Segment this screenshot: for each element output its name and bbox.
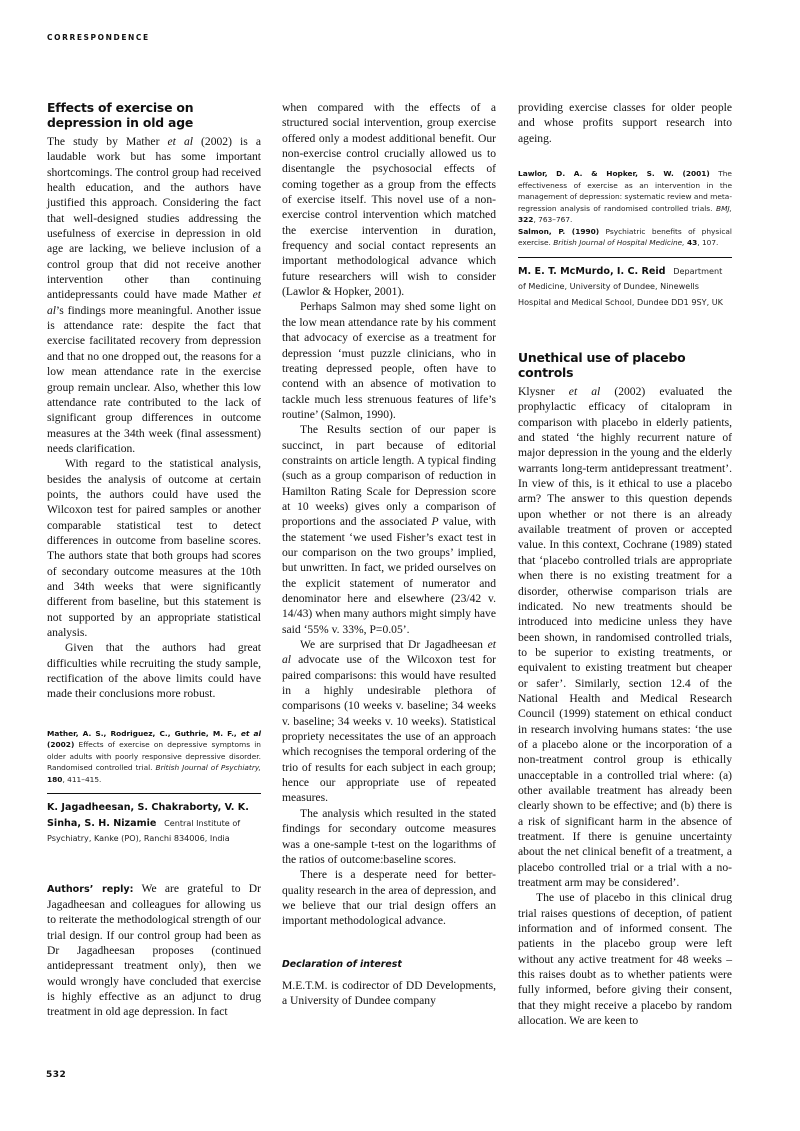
- reference-lawlor: Lawlor, D. A. & Hopker, S. W. (2001) The effectiveness of exercise as an intervention in the management of depression: systematic review and meta-regression analysis of randomised controlled trials. BMJ, 322, 763–767.: [518, 169, 732, 225]
- reply-paragraph-6: There is a desperate need for better-quality research in the area of depression, and we believe that our trial design offers an important methodological advance.: [282, 868, 496, 928]
- reference-salmon: Salmon, P. (1990) Psychiatric benefits of physical exercise. British Journal of Hospital Medicine, 43, 107.: [518, 226, 732, 248]
- reply-lead: Authors’ reply:: [47, 883, 134, 895]
- author-names: K. Jagadheesan, S. Chakraborty, V. K. Sinha, S. H. Nizamie: [47, 802, 249, 829]
- declaration-text-b: providing exercise classes for older people and whose profits support research into ageing.: [518, 101, 732, 145]
- reply-paragraph-1a: Authors’ reply: We are grateful to Dr Jagadheesan and colleagues for allowing us to reiterate the methodological strength of our trial design. If our control group had been as Dr Jagadheesan proposes (continued antidepressant treatment only), then we would wrongly have concluded that exercise is highly effective as an adjunct to drug treatment in old age depression. In fact: [47, 881, 261, 1019]
- page-number: 532: [46, 1070, 67, 1080]
- author-names: M. E. T. McMurdo, I. C. Reid: [518, 265, 666, 277]
- declaration-text-a: M.E.T.M. is codirector of DD Developments, a University of Dundee company: [282, 978, 496, 1008]
- letter1-references: [47, 728, 261, 786]
- letter-title-exercise: Effects of exercise on depression in old age: [47, 100, 194, 130]
- reply-paragraph-4: We are surprised that Dr Jagadheesan et al advocate use of the Wilcoxon test for paired comparisons: this would have resulted in a highly undesirable plethora of comparisons (10 weeks v. baseline; 34 weeks v. baseline; 34 weeks v. 10 weeks). Statistical propriety necessitates the use of an approach which recognises the temporal ordering of the trio of results for each subject in each group; hence our appropriate use of repeated measures.: [282, 638, 496, 805]
- author-affiliation: Department of Medicine, University of Dundee, Ninewells Hospital and Medical School, Dundee DD1 9SY, UK: [518, 265, 723, 307]
- author-affiliation: Central Institute of Psychiatry, Kanke (PO), Ranchi 834006, India: [47, 817, 241, 844]
- reply-paragraph-5: The analysis which resulted in the stated findings for secondary outcome measures was a one-sample t-test on the logarithms of the ratios of outcome:baseline scores.: [282, 806, 496, 866]
- reply-paragraph-1b: when compared with the effects of a structured social intervention, group exercise offered only a modest additional benefit. Our non-exercise control crucially allowed us to disentangle the psychosocial effects of coming together as a group from the effects of exercise itself. This novel use of a non-exercise control intervention which matched the exercise intervention in duration, frequency and social contact represents an important methodological advance which future researchers will wish to consider (Lawlor & Hopker, 2001).: [282, 101, 496, 299]
- letter1-paragraph-3: Given that the authors had great difficulties while recruiting the study sample, rectification of the above limits could have made their conclusions more robust.: [47, 641, 261, 701]
- letter2-paragraph-2: The use of placebo in this clinical drug trial raises questions of deception, of patient information and of informed consent. The patients in the placebo group were left without any active treatment for 48 weeks – this raises doubt as to whether patients were fully informed, before giving their consent, that they might receive a placebo by random allocation. We are keen to: [518, 891, 732, 1028]
- letter1-signature: [47, 793, 261, 847]
- reply-paragraph-3: The Results section of our paper is succinct, in part because of editorial constraints on article length. A typical finding (such as a group comparison of reduction in Hamilton Rating Scale for Depression score at 10 weeks) gives only a comparison of proportions and the associated P value, with the statement ‘we used Fisher’s exact test in our comparison on the two groups’ implied, but unwritten. In fact, we prided ourselves on the explicit statement of numerator and denominator here and elsewhere (23/42 v. 14/43) when many authors might simply have said ‘55% v. 33%, P=0.05’.: [282, 423, 496, 636]
- letter-title-placebo: Unethical use of placebo controls: [518, 350, 686, 381]
- column-1: [47, 100, 261, 1020]
- letter1-paragraph-2: With regard to the statistical analysis, besides the analysis of outcome at certain points, the authors could have used the Wilcoxon test for paired samples or another comparable statistical test to detect differences in outcome from baseline scores. The authors state that both groups had scores of secondary outcome measures at the 10th and 34th weeks that were significantly different from baseline, but this statement is not supported by an appropriate statistical analysis.: [47, 457, 261, 639]
- letter1-paragraph-1: The study by Mather et al (2002) is a laudable work but has some important shortcomings. The control group had received health education, and the authors have justified this approach. Considering the fact that well-designed studies addressing the usefulness of exercise in depression in old age are lacking, we believe inclusion of a control group that did not receive another intervention other than continuing antidepressants could have made Mather et al’s findings more meaningful. Another issue is attendance rate: despite the fact that exercise facilitated recovery from depression and that no one dropped out, the reasons for a low mean attendance rate in the exercise group remain unclear. Also, whether this low attendance rate contributed to the lack of significant group differences in outcome measures at the 34th week (final assessment) needs clarification.: [47, 135, 261, 455]
- reply-paragraph-2: Perhaps Salmon may shed some light on the low mean attendance rate by his comment that advocacy of exercise as a treatment for depression ‘must puzzle clinicians, who in treating depressed people, often have to contend with an absence of motivation to tackle much less strenuous features of life’s routine’ (Salmon, 1990).: [282, 300, 496, 421]
- column-2: [282, 100, 496, 1009]
- declaration-heading: Declaration of interest: [282, 958, 402, 970]
- column-3: [518, 100, 732, 1028]
- reply-signature: [518, 257, 732, 311]
- reply-references: [518, 168, 732, 249]
- running-head: CORRESPONDENCE: [47, 33, 150, 42]
- reference-mather: Mather, A. S., Rodriguez, C., Guthrie, M. F., et al (2002) Effects of exercise on depressive symptoms in older adults with poorly responsive depressive disorder. Randomised controlled trial. British Journal of Psychiatry, 180, 411–415.: [47, 728, 262, 784]
- letter2-paragraph-1: Klysner et al (2002) evaluated the prophylactic efficacy of citalopram in comparison with placebo in elderly patients, and stated ‘the highly recurrent nature of major depression in the young and the elderly warrants long-term antidepressant treatment’. In view of this, is it ethical to use a placebo arm? The answer to this question depends upon whether or not there is an already available treatment of proven or accepted value. In this context, Cochrane (1989) stated that ‘placebo controlled trials are appropriate when there is no existing treatment for a disorder, otherwise comparison trials are indicated. No new treatments should be introduced into medicine unless they have been shown, in randomised controlled trials, to be superior to existing treatments, or equivalent to existing treatment but cheaper or safer’. Similarly, section 12.4 of the National Health and Medical Research Council (1999) statement on ethical conduct in research involving humans states: ‘the use of a placebo alone or the incorporation of a non-treatment control group is ethically unacceptable in a controlled trial where: (a) other available treatment has already been clearly shown to be effective; and (b) there is a risk of significant harm in the absence of treatment. If there is genuine uncertainty about the net clinical benefit of a treatment, a placebo controlled trial or a trial with a no-treatment arm may be considered’.: [518, 385, 732, 890]
